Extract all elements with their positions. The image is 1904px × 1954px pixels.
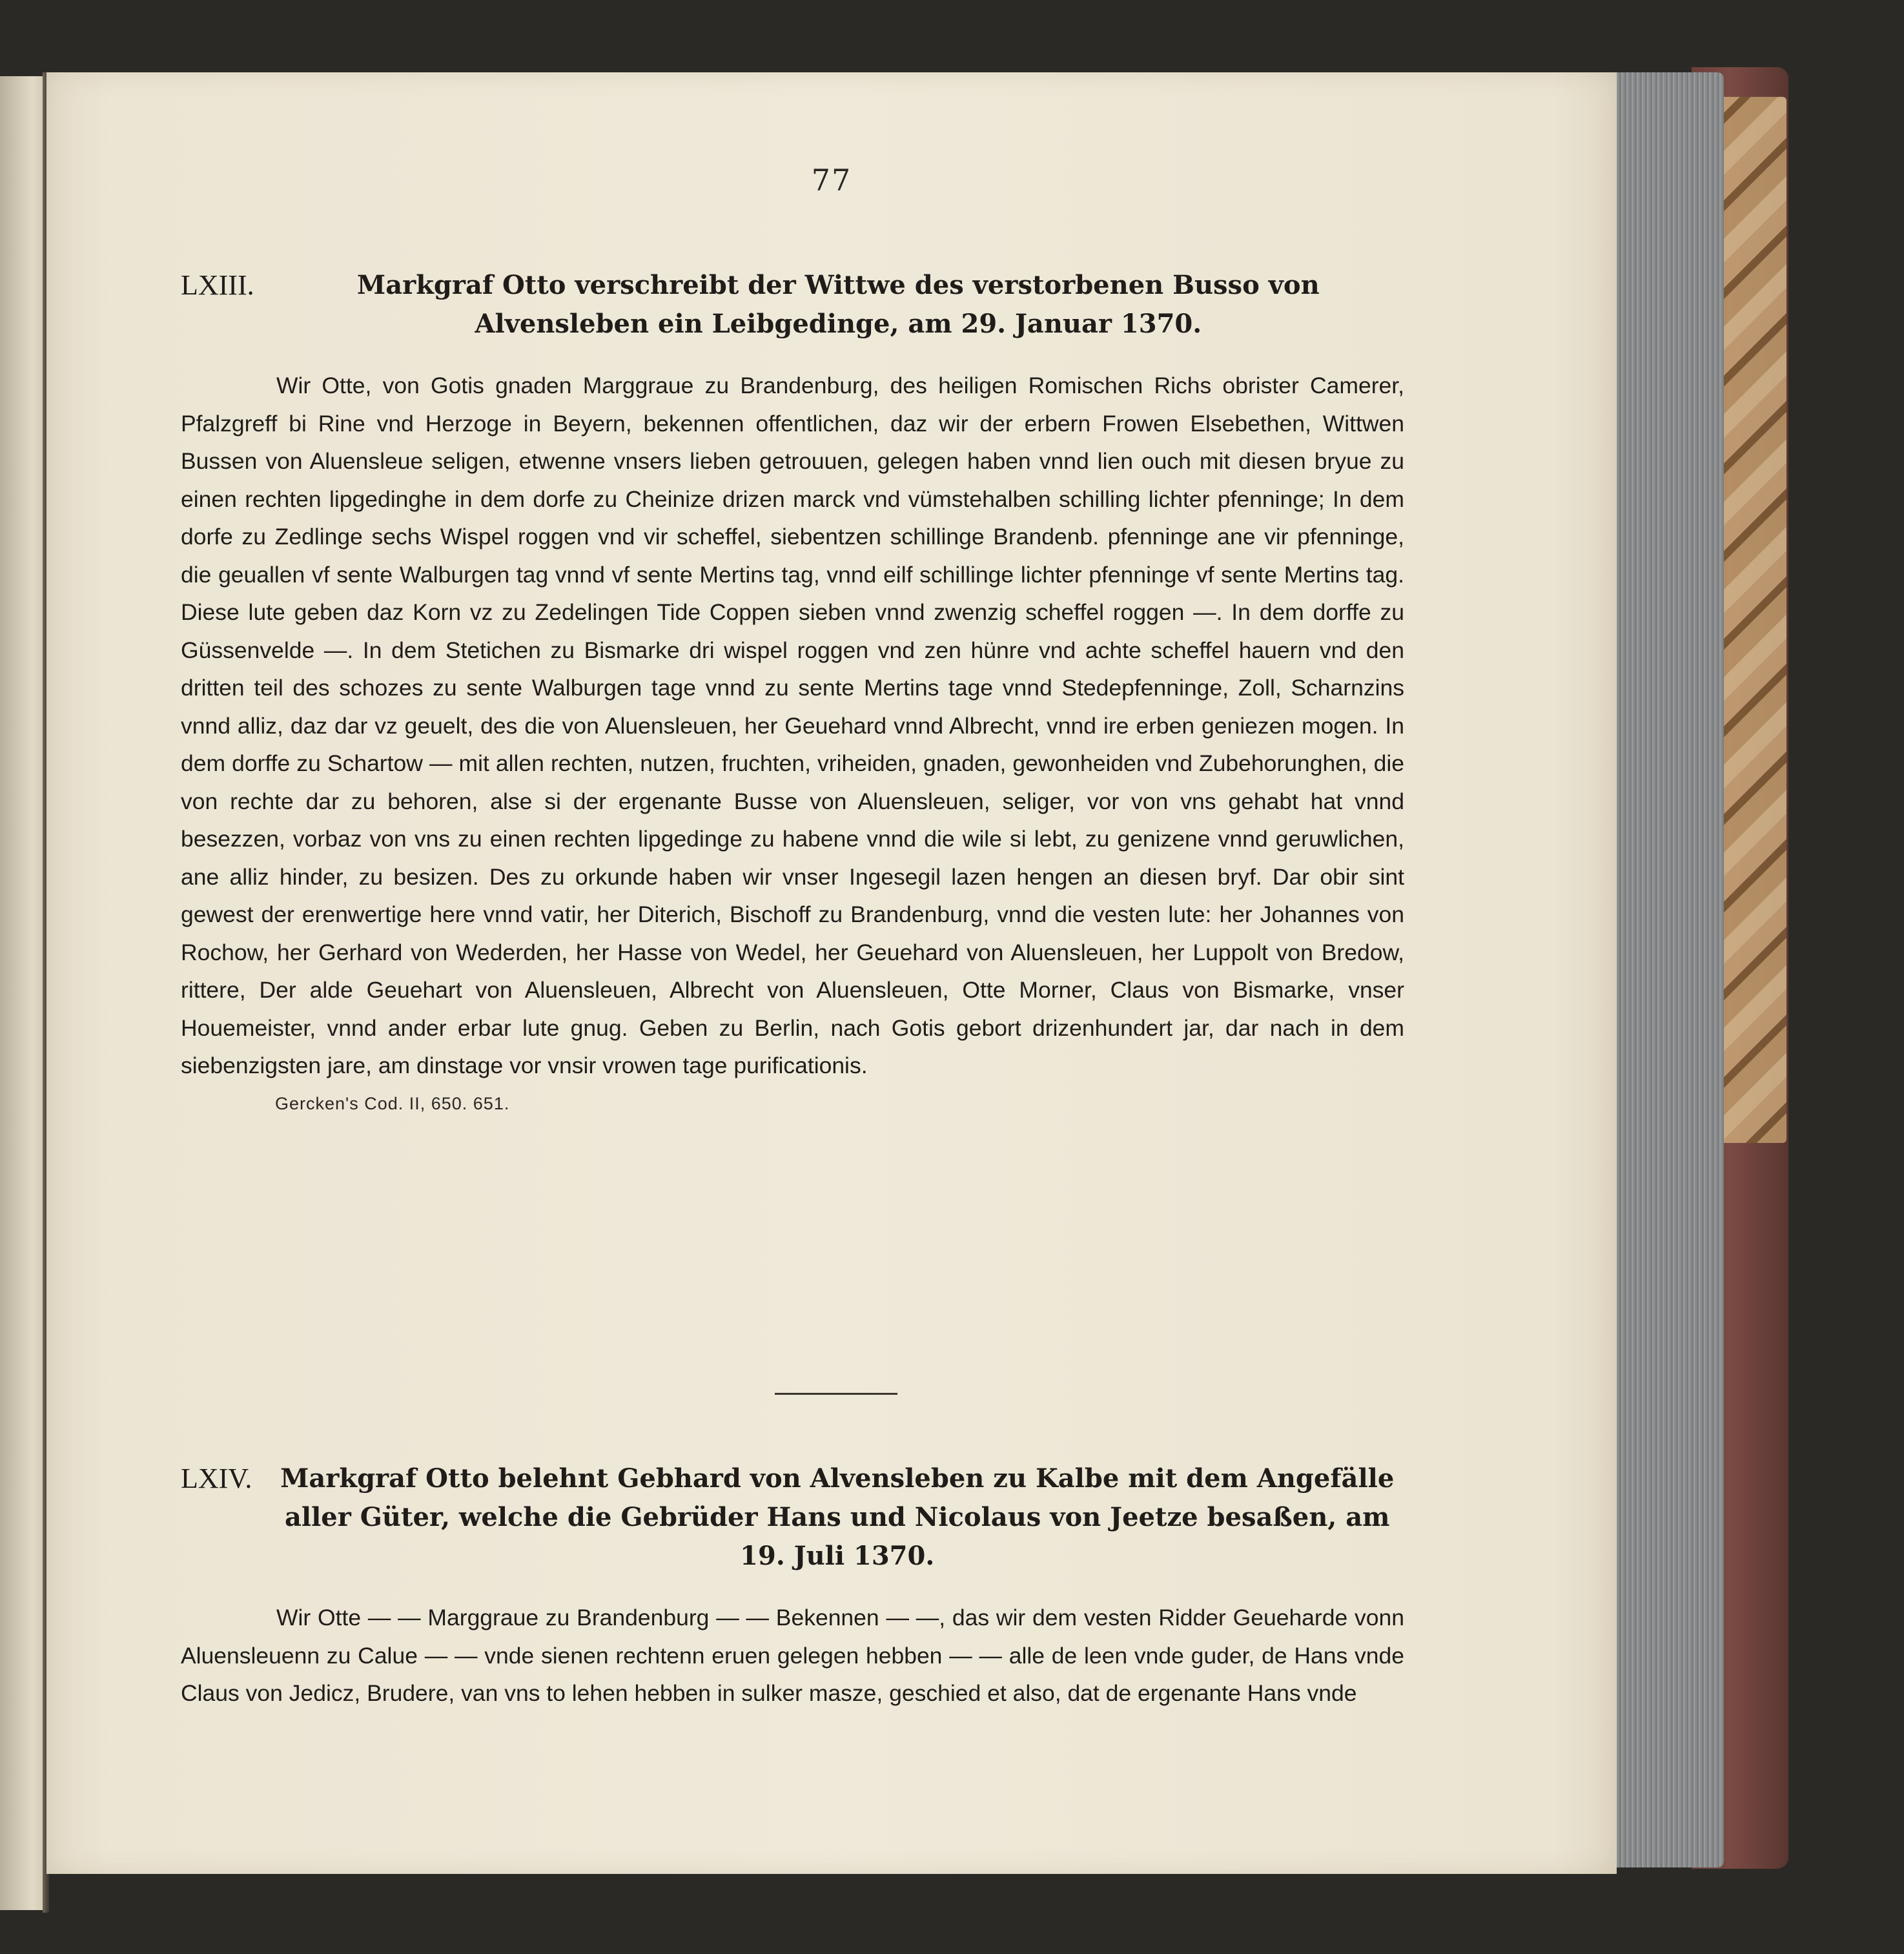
section-heading [181, 1459, 1404, 1576]
page-stack-edge [1614, 72, 1724, 1867]
section-divider [775, 1393, 897, 1395]
marbled-cover-paper [1714, 97, 1786, 1143]
section-number: LXIII. [181, 269, 254, 301]
page-number: 77 [811, 163, 852, 198]
section-number: LXIV. [181, 1463, 252, 1494]
section-title: Markgraf Otto belehnt Gebhard von Alvensleben zu Kalbe mit dem Angefälle aller Güter, welche die Gebrüder Hans und Nicolaus von Jeetze besaßen, am 19. Juli 1370. [280, 1463, 1395, 1571]
book-page [46, 72, 1617, 1874]
section-body-text: Wir Otte, von Gotis gnaden Marggraue zu Brandenburg, des heiligen Romischen Richs obrister Camerer, Pfalzgreff bi Rine vnd Herzoge in Beyern, bekennen offentlichen, daz wir der erbern Frowen Elsebethen, Wittwen Bussen von Aluensleue seligen, etwenne vnsers lieben getrouuen, gelegen haben vnnd lien ouch mit diesen bryue zu einen rechten lipgedinghe in dem dorfe zu Cheinize drizen marck vnd vümstehalben schilling lichter pfenninge; In dem dorfe zu Zedlinge sechs Wispel roggen vnd vir scheffel, siebentzen schillinge Brandenb. pfenninge ane vir pfenninge, die geuallen vf sente Walburgen tag vnnd vf sente Mertins tag, vnnd eilf schillinge lichter pfenninge vf sente Mertins tag. Diese lute geben daz Korn vz zu Zedelingen Tide Coppen sieben vnnd zwenzig scheffel roggen —. In dem dorffe zu Güssenvelde —. In dem Stetichen zu Bismarke dri wispel roggen vnd zen hünre vnd achte scheffel hauern vnd den dritten teil des schozes zu sente Walburgen tage vnnd zu sente Mertins tage vnnd Stedepfenninge, Zoll, Scharnzins vnnd alliz, daz dar vz geuelt, des die von Aluensleuen, her Geuehard vnnd Albrecht, vnnd ire erben geniezen mogen. In dem dorffe zu Schartow — mit allen rechten, nutzen, fruchten, vriheiden, gnaden, gewonheiden vnd Zubehorunghen, die von rechte dar zu behoren, alse si der ergenante Busse von Aluensleuen, seliger, vor von vns gehabt hat vnnd besezzen, vorbaz von vns zu einen rechten lipgedinge zu habene vnnd die wile si lebt, zu genizene vnnd geruwlichen, ane alliz hinder, zu besizen. Des zu orkunde haben wir vnser Ingesegil lazen hengen an diesen bryf. Dar obir sint gewest der erenwertige here vnnd vatir, her Diterich, Bischoff zu Brandenburg, vnnd die vesten lute: her Johannes von Rochow, her Gerhard von Wederden, her Hasse von Wedel, her Geuehard von Aluensleuen, her Luppolt von Bredow, rittere, Der alde Geuehart von Aluensleuen, Albrecht von Aluensleuen, Otte Morner, Claus von Bismarke, vnser Houemeister, vnnd ander erbar lute gnug. Geben zu Berlin, nach Gotis gebort drizenhundert jar, dar nach in dem siebenzigsten jare, am dinstage vor vnsir vrowen tage purificationis. [181, 373, 1404, 1078]
section-title: Markgraf Otto verschreibt der Wittwe des verstorbenen Busso von Alvensleben ein Leibgedinge, am 29. Januar 1370. [356, 270, 1320, 339]
source-citation: Gercken's Cod. II, 650. 651. [275, 1093, 510, 1113]
section-heading [181, 266, 1404, 344]
left-page-edge [0, 76, 46, 1910]
section-lxiv [181, 1459, 1404, 1712]
section-lxiii [181, 266, 1404, 1114]
section-body-text: Wir Otte — — Marggraue zu Brandenburg — — Bekennen — —, das wir dem vesten Ridder Geueharde vonn Aluensleuenn zu Calue — — vnde sienen rechtenn eruen gelegen hebben — — alle de leen vnde guder, de Hans vnde Claus von Jedicz, Brudere, van vns to lehen hebben in sulker masze, geschied et also, dat de ergenante Hans vnde [181, 1605, 1404, 1706]
